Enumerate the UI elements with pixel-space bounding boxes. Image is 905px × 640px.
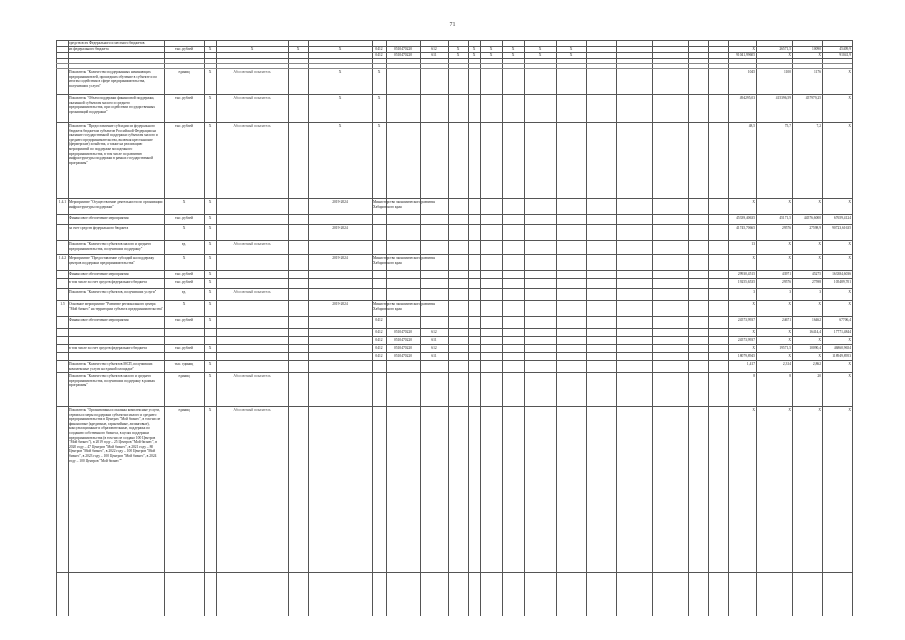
row-value-2: 19571,5 (779, 346, 791, 350)
table-row-line (56, 344, 852, 345)
header-cell: Х (511, 52, 515, 57)
row-value-3: 3 (819, 290, 821, 294)
row-unit: тыс. рублей (175, 280, 193, 284)
row-unit: тыс. рублей (175, 272, 193, 276)
table-row-line (56, 360, 852, 361)
header-cell: Х (472, 46, 476, 51)
row-value-1: 29930,4515 (737, 272, 755, 276)
row-cell: Х (208, 374, 212, 378)
row-value-1: 8 (753, 374, 755, 378)
row-value-3: Х (818, 338, 821, 342)
row-value-2: 415396,59 (775, 96, 791, 100)
row-value-1: 1045 (747, 70, 755, 74)
row-code: 611 (431, 338, 437, 342)
row-value-2: 3 (789, 290, 791, 294)
row-value-2: Х (788, 330, 791, 334)
budget-table (56, 40, 852, 616)
row-unit: тыс. рублей (175, 124, 193, 128)
row-value-1: 3 (753, 290, 755, 294)
table-row-line (56, 224, 852, 225)
row-number: 1.5 (60, 302, 65, 306)
row-value-3: 27598 (812, 280, 821, 284)
row-kbk: 0412 (375, 330, 383, 334)
row-cell: Х (208, 256, 212, 260)
row-value-1: 18079,8945 (737, 354, 755, 358)
page-number: 71 (449, 22, 456, 28)
row-value-1: Х (752, 346, 755, 350)
header-cell: Х (538, 46, 542, 51)
header-value: Х (818, 52, 821, 57)
table-row-line (56, 316, 852, 317)
header-kbk: 0412 (375, 52, 383, 57)
row-kbk: 0412 (375, 338, 383, 342)
row-code: 611 (431, 354, 437, 358)
row-value-1: 24573,9937 (737, 338, 755, 342)
row-value-4: 163384,6036 (832, 272, 851, 276)
row-value-4: Х (848, 362, 851, 366)
header-cell: Х (208, 46, 212, 51)
row-indicator-type: Абсолютный показатель (233, 124, 271, 128)
row-value-3: 7,2 (816, 124, 821, 128)
row-value-1: 1,417 (746, 362, 755, 366)
row-unit: Х (182, 226, 186, 230)
row-kbk: 0412 (375, 354, 383, 358)
row-unit: тыс. единиц (174, 362, 194, 366)
header-kbk: 0412 (375, 46, 383, 51)
row-value-1: 494295,03 (739, 96, 755, 100)
header-cell: Х (489, 52, 493, 57)
row-value-3: Х (818, 354, 821, 358)
row-value-3: 45275 (812, 272, 821, 276)
table-row-line (56, 270, 852, 271)
row-cell: Х (208, 124, 212, 128)
row-label: Показатель "Количество субъектов МСП, получивших комплексные услуги на единой площадке" (69, 362, 154, 371)
row-unit: тыс. рублей (175, 346, 193, 350)
row-value-1: 45339,40635 (736, 216, 755, 220)
row-cell: Х (208, 200, 212, 204)
row-unit: тыс. рублей (175, 216, 193, 220)
row-unit: единиц (178, 374, 190, 378)
row-number (57, 280, 68, 288)
header-cell: Х (472, 52, 476, 57)
row-cell: Х (208, 408, 212, 412)
row-value-4: Х (848, 408, 851, 412)
table-row-line (56, 300, 852, 301)
row-number (57, 242, 68, 254)
row-label: Показатель "Предоставление субсидии из федерального бюджета бюджетам субъектов Российской Федерации на оказание государственной поддержки субъектам малого и среднего предпринимательства, включая крестьянские (фермерские) хозяйства, а также на реализацию мероприятий по поддержке молодежного предпринимательства, в том числе по развитию инфраструктуры поддержки в рамках государственной программы" (69, 124, 159, 165)
header-cell: Х (250, 46, 254, 51)
row-label: Показатель "Количество поддержанных начинающих предпринимателей, прошедших обучение в субъекте и по итогам содействия в сфере предпринимательства, получивших услуги" (69, 70, 158, 88)
row-number (57, 408, 68, 572)
row-value-3: 27598,9 (809, 226, 821, 230)
header-value: 45409,9 (839, 46, 851, 51)
row-unit: Х (182, 302, 186, 306)
row-value-4: 67659,4124 (833, 216, 851, 220)
header-label: из федерального бюджета (69, 46, 109, 51)
row-value-3: 2,862 (812, 362, 821, 366)
row-cell: Х (338, 96, 342, 100)
table-column-line (852, 40, 853, 616)
row-value-4: 17771,4844 (833, 330, 851, 334)
header-value: 91041,9 (839, 52, 851, 57)
row-cell: Х (208, 272, 212, 276)
header-code: 612 (431, 46, 437, 51)
row-number (57, 362, 68, 372)
row-cell: Х (208, 216, 212, 220)
table-row-line (56, 94, 852, 95)
table-row-line (56, 328, 852, 329)
header-label: средств всех Федерального и местного бюджетов (69, 40, 145, 45)
row-organization: Министерство экономического развития Хабаровского края (373, 256, 436, 265)
row-number (57, 290, 68, 300)
row-value-1: Х (752, 302, 755, 306)
row-cell: Х (208, 362, 212, 366)
row-code: 0510470220 (394, 354, 412, 358)
row-value-3: Х (818, 256, 821, 260)
row-organization: Министерство экономического развития Хабаровского края (373, 200, 436, 209)
row-label: Мероприятие "Предоставление субсидий на поддержку центров поддержки предпринимательства" (69, 256, 156, 265)
row-cell: Х (208, 346, 212, 350)
header-cell: Х (489, 46, 493, 51)
row-value-3: Х (818, 408, 821, 412)
row-value-3: 16414,4 (809, 330, 821, 334)
row-unit: ед. (181, 290, 187, 294)
row-unit: тыс. рублей (175, 318, 193, 322)
row-cell: Х (208, 70, 212, 74)
row-cell: Х (377, 96, 381, 100)
row-value-4: 46860,9654 (833, 346, 851, 350)
row-number (57, 318, 68, 328)
row-value-2: 45171,5 (779, 216, 791, 220)
table-row-line (56, 68, 852, 69)
row-value-3: 457979,25 (805, 96, 821, 100)
row-value-4: Х (848, 256, 851, 260)
table-row-line (56, 572, 852, 573)
row-value-2: 2,314 (782, 362, 791, 366)
row-number: 1.4.1 (58, 200, 67, 204)
row-cell: Х (338, 124, 342, 128)
row-unit: единиц (178, 70, 190, 74)
row-cell: Х (208, 318, 212, 322)
row-value-2: Х (788, 302, 791, 306)
table-row-line (56, 58, 852, 59)
row-organization: Министерство экономического развития Хабаровского края (373, 302, 436, 311)
row-value-3: Х (818, 200, 821, 204)
table-row-line (56, 63, 852, 64)
row-value-4: 90723,61635 (832, 226, 851, 230)
row-label: Показатель "Количество субъектов малого и среднего предпринимательства, получивших поддержку" (69, 242, 153, 251)
row-value-2: 75,7 (784, 124, 791, 128)
row-value-4: Х (848, 374, 851, 378)
row-value-3: 1176 (813, 70, 821, 74)
table-row-line (56, 278, 852, 279)
row-label: Показатель "Количество субъектов малого и среднего предпринимательства, получивших поддержку в рамках программы" (69, 374, 157, 388)
table-row-line (56, 406, 852, 407)
table-row-line (56, 352, 852, 353)
header-cell: Х (456, 46, 460, 51)
header-unit: тыс. рублей (175, 46, 193, 51)
row-value-4: Х (848, 302, 851, 306)
row-label: Финансовое обеспечение мероприятия (69, 216, 129, 220)
row-value-1: 48,5 (748, 124, 755, 128)
row-indicator-type: Абсолютный показатель (233, 70, 271, 74)
row-label: Финансовое обеспечение мероприятия (69, 318, 129, 322)
row-value-2: 29576 (782, 280, 791, 284)
table-row-line (56, 240, 852, 241)
row-value-2: Х (788, 354, 791, 358)
header-value: 10090 (812, 46, 821, 51)
row-label: Основное мероприятие "Развитие регионального центра "Мой бизнес" на территории субъекта предпринимательства" (69, 302, 164, 311)
row-value-3: 20 (817, 374, 821, 378)
row-number: 1.4.2 (58, 256, 67, 260)
row-value-1: 24573,9937 (737, 318, 755, 322)
header-cell: Х (569, 52, 573, 57)
header-cell: Х (456, 52, 460, 57)
row-value-2: Х (788, 242, 791, 246)
table-row-line (56, 372, 852, 373)
header-value: Х (788, 52, 791, 57)
row-period: 2019-2024 (332, 256, 348, 260)
table-row-line (56, 198, 852, 199)
row-value-3: 16462 (812, 318, 821, 322)
header-code: 0510470220 (394, 52, 412, 57)
row-label: Показатель "Объем поддержки финансовой поддержки, оказанной субъектам малого и среднего предпринимательства, при содействии государственных организаций поддержки" (69, 96, 156, 114)
row-unit: тыс. рублей (175, 96, 193, 100)
row-cell: Х (208, 290, 212, 294)
row-value-1: 13 (751, 242, 755, 246)
row-value-2: Х (788, 408, 791, 412)
row-code: 612 (431, 330, 437, 334)
row-indicator-type: Абсолютный показатель (233, 408, 271, 412)
row-number (57, 226, 68, 240)
row-value-1: Х (752, 408, 755, 412)
row-value-3: Х (818, 242, 821, 246)
row-period: 2019-2024 (332, 226, 348, 230)
row-value-2: 43971 (782, 272, 791, 276)
row-value-4: Х (848, 338, 851, 342)
row-label: Финансовое обеспечение мероприятия (69, 272, 129, 276)
row-number (57, 216, 68, 224)
row-label: Мероприятие "Осуществление деятельности по организации инфраструктуры поддержки" (69, 200, 164, 209)
table-row-line (56, 254, 852, 255)
row-cell: Х (208, 280, 212, 284)
row-indicator-type: Абсолютный показатель (233, 96, 271, 100)
row-value-2: Х (788, 256, 791, 260)
header-code: 0510470220 (394, 46, 412, 51)
header-value: Х (752, 46, 755, 51)
row-value-3: 44576,6000 (803, 216, 821, 220)
row-label: Показатель "Организованы и оказаны комплексные услуги, сервисы и меры поддержки субъектам малого и среднего предпринимательства в Центрах "Мой бизнес", в том числе финансовые (кредитные, гарантийные, лизинговые), консультационные и образовательные, поддержка по созданию собственного бизнеса, в целях поддержки предпринимательства (в том числе создано 100 Центров "Мой бизнес"), в 2019 году – 25 Центров "Мой бизнес", в 2020 году – 47 Центров "Мой бизнес", в 2021 году – 80 Центров "Мой бизнес", в 2022 году – 100 Центров "Мой бизнес", в 2023 году – 100 Центров "Мой бизнес", в 2024 году – 100 Центров "Мой бизнес"" (69, 408, 162, 463)
row-value-3: 10090,4 (809, 346, 821, 350)
row-indicator-type: Абсолютный показатель (233, 242, 271, 246)
row-label: в том числе за счет средств федерального бюджета (69, 346, 147, 350)
row-unit: единиц (178, 408, 190, 412)
row-label: в том числе за счет средств федерального бюджета (69, 280, 147, 284)
row-number (57, 124, 68, 198)
row-value-4: 118949,8953 (832, 354, 851, 358)
row-indicator-type: Абсолютный показатель (233, 290, 271, 294)
row-cell: Х (208, 302, 212, 306)
row-cell: Х (208, 242, 212, 246)
table-row-line (56, 122, 852, 123)
row-cell: Х (338, 70, 342, 74)
row-indicator-type: Абсолютный показатель (233, 374, 271, 378)
row-label: за счет средств федерального бюджета (69, 226, 129, 230)
row-cell: Х (208, 226, 212, 230)
row-value-2: Х (788, 200, 791, 204)
row-number (57, 96, 68, 122)
row-value-4: 67706,4 (839, 318, 851, 322)
table-row-line (56, 336, 852, 337)
row-number (57, 374, 68, 406)
table-row-line (56, 288, 852, 289)
row-label: Показатель "Количество субъектов, получивших услуги" (69, 290, 157, 294)
row-number (57, 70, 68, 94)
header-cell: Х (538, 52, 542, 57)
row-code: 0510470220 (394, 330, 412, 334)
row-value-4: 105489,701 (833, 280, 851, 284)
row-code: 612 (431, 346, 437, 350)
row-cell: Х (377, 70, 381, 74)
row-value-4: Х (848, 242, 851, 246)
row-value-1: 41745,70665 (736, 226, 755, 230)
header-cell: Х (338, 46, 342, 51)
row-period: 2019-2024 (332, 200, 348, 204)
header-cell: Х (296, 46, 300, 51)
row-value-2: 29576 (782, 226, 791, 230)
row-value-4: Х (848, 124, 851, 128)
row-value-2: 24671 (782, 318, 791, 322)
row-cell: Х (377, 124, 381, 128)
row-kbk: 0412 (375, 346, 383, 350)
row-kbk: 0412 (375, 318, 383, 322)
row-value-2: 1100 (783, 70, 791, 74)
row-value-1: Х (752, 330, 755, 334)
row-code: 0510470220 (394, 346, 412, 350)
row-cell: Х (208, 96, 212, 100)
header-code: 611 (431, 52, 437, 57)
header-cell: Х (511, 46, 515, 51)
row-code: 0510470220 (394, 338, 412, 342)
row-value-1: Х (752, 200, 755, 204)
row-value-2: Х (788, 338, 791, 342)
row-value-4: Х (848, 200, 851, 204)
row-value-4: Х (848, 70, 851, 74)
header-value: 26571,5 (779, 46, 791, 51)
row-period: 2019-2024 (332, 302, 348, 306)
row-value-3: Х (818, 302, 821, 306)
row-unit: Х (182, 256, 186, 260)
row-value-4: Х (848, 96, 851, 100)
row-value-4: Х (848, 290, 851, 294)
row-value-2: 8 (789, 374, 791, 378)
row-value-1: Х (752, 256, 755, 260)
row-unit: ед. (181, 242, 187, 246)
table-row-line (56, 214, 852, 215)
header-value: 91041,99605 (736, 52, 755, 57)
row-unit: Х (182, 200, 186, 204)
header-cell: Х (569, 46, 573, 51)
row-value-1: 19255,6535 (737, 280, 755, 284)
